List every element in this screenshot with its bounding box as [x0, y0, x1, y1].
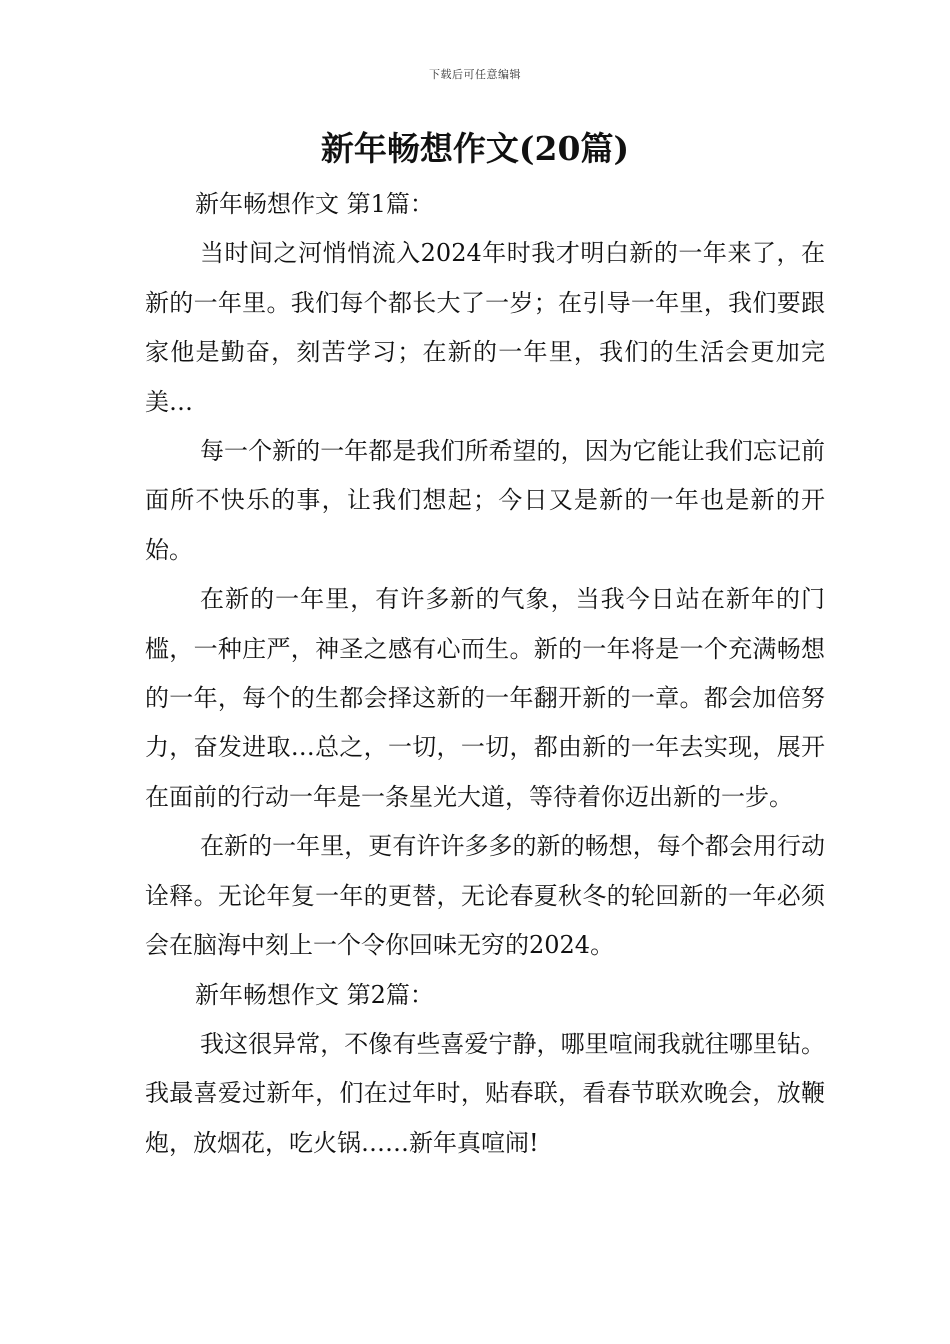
section-heading: 新年畅想作文 第1篇： — [195, 190, 434, 218]
paragraph: 每一个新的一年都是我们所希望的，因为它能让我们忘记前面所不快乐的事，让我们想起；今日又是新的一年也是新的开始。 — [145, 437, 825, 564]
section-heading: 新年畅想作文 第2篇： — [195, 980, 434, 1009]
section-1 — [145, 180, 825, 971]
header-note: 下载后可任意编辑 — [429, 68, 521, 81]
paragraph: 当时间之河悄悄流入2024年时我才明白新的一年来了，在新的一年里。我们每个都长大了一岁；在引导一年里，我们要跟家他是勤奋，刻苦学习；在新的一年里，我们的生活会更加完美… — [145, 239, 825, 416]
paragraph: 在新的一年里，有许多新的气象，当我今日站在新年的门槛，一种庄严，神圣之感有心而生。新的一年将是一个充满畅想的一年，每个的生都会择这新的一年翻开新的一章。都会加倍努力，奋发进取…总之，一切，一切，都由新的一年去实现，展开在面前的行动一年是一条星光大道，等待着你迈出新的一步。 — [145, 585, 825, 811]
document-title: 新年畅想作文(20篇) — [320, 129, 630, 168]
section-2 — [145, 971, 825, 1169]
paragraph: 在新的一年里，更有许许多多的新的畅想，每个都会用行动诠释。无论年复一年的更替，无论春夏秋冬的轮回新的一年必须会在脑海中刻上一个令你回味无穷的2024。 — [145, 832, 825, 960]
paragraph: 我这很异常，不像有些喜爱宁静，哪里喧闹我就往哪里钻。我最喜爱过新年，们在过年时，贴春联，看春节联欢晚会，放鞭炮，放烟花，吃火锅……新年真喧闹! — [145, 1029, 825, 1157]
document-body — [145, 180, 825, 1168]
